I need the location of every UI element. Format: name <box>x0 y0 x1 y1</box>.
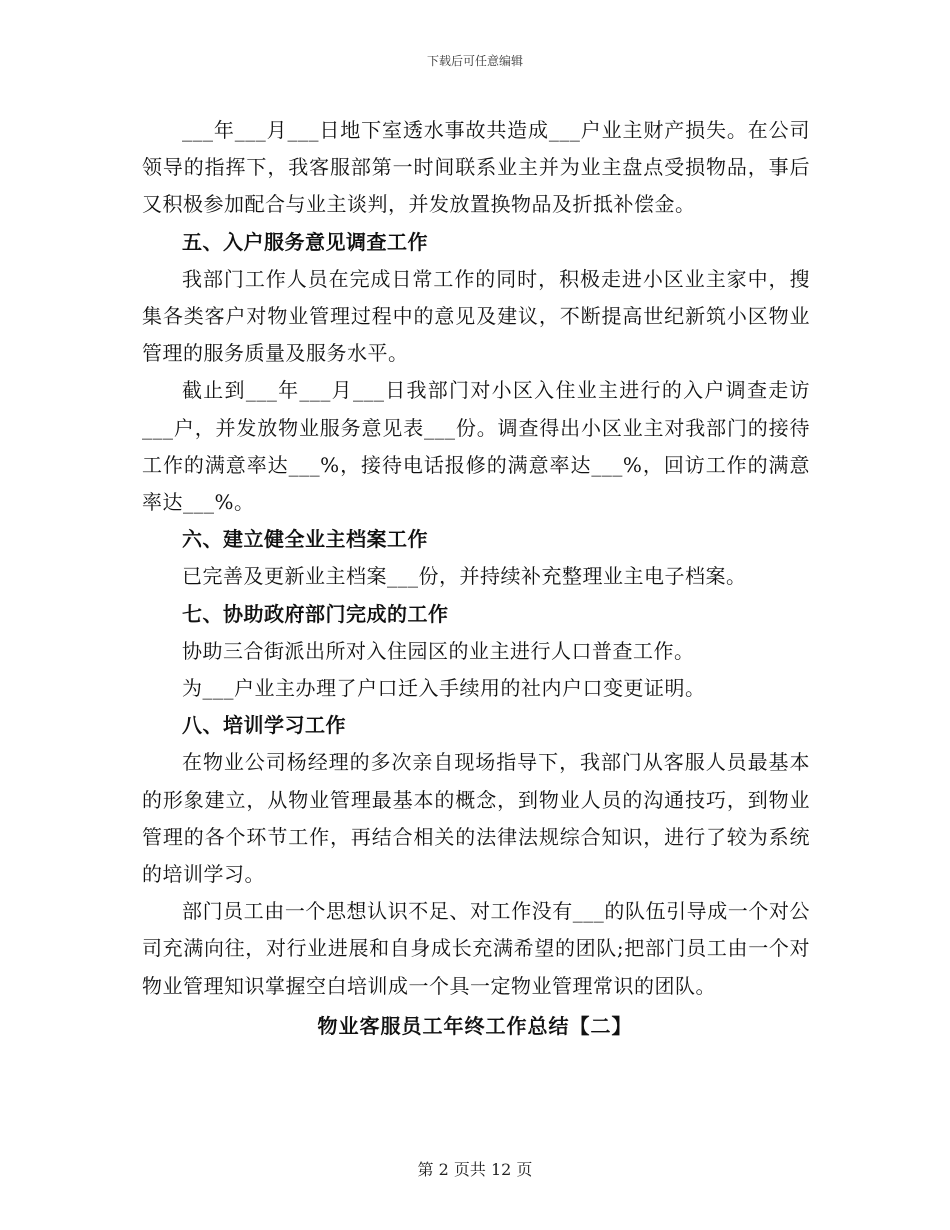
paragraph-household-registration: 为___户业主办理了户口迁入手续用的社内户口变更证明。 <box>182 676 706 701</box>
heading-section-5: 五、入户服务意见调查工作 <box>182 229 428 254</box>
heading-section-8: 八、培训学习工作 <box>182 713 346 738</box>
paragraph-team-growth: 部门员工由一个思想认识不足、对工作没有___的队伍引导成一个对公司充满向往，对行业进展和自身成长充满希望的团队;把部门员工由一个对物业管理知识掌握空白培训成一个具一定物业管理常识的团队。 <box>142 899 810 998</box>
page-header-note: 下载后可任意编辑 <box>426 54 523 68</box>
paragraph-census: 协助三合街派出所对入住园区的业主进行人口普查工作。 <box>182 638 695 663</box>
section-title: 物业客服员工年终工作总结【二】 <box>317 1014 633 1038</box>
paragraph-owner-archives: 已完善及更新业主档案___份，并持续补充整理业主电子档案。 <box>182 564 747 589</box>
heading-section-6: 六、建立健全业主档案工作 <box>182 527 428 552</box>
paragraph-flood-incident: ___年___月___日地下室透水事故共造成___户业主财产损失。在公司领导的指挥下，我客服部第一时间联系业主并为业主盘点受损物品，事后又积极参加配合与业主谈判，并发放置换物品及折抵补偿金。 <box>142 118 810 217</box>
paragraph-survey-results: 截止到___年___月___日我部门对小区入住业主进行的入户调查走访___户，并发放物业服务意见表___份。调查得出小区业主对我部门的接待工作的满意率达___%，接待电话报修的满意率达___%，回访工作的满意率达___%。 <box>142 378 810 515</box>
page-footer-number: 第 2 页共 12 页 <box>417 1160 533 1179</box>
heading-section-7: 七、协助政府部门完成的工作 <box>182 601 449 626</box>
document-body <box>142 112 810 1005</box>
paragraph-survey-intro: 我部门工作人员在完成日常工作的同时，积极走进小区业主家中，搜集各类客户对物业管理过程中的意见及建议，不断提高世纪新筑小区物业管理的服务质量及服务水平。 <box>142 266 810 366</box>
paragraph-training: 在物业公司杨经理的多次亲自现场指导下，我部门从客服人员最基本的形象建立，从物业管理最基本的概念，到物业人员的沟通技巧，到物业管理的各个环节工作，再结合相关的法律法规综合知识，进行了较为系统的培训学习。 <box>142 750 810 887</box>
